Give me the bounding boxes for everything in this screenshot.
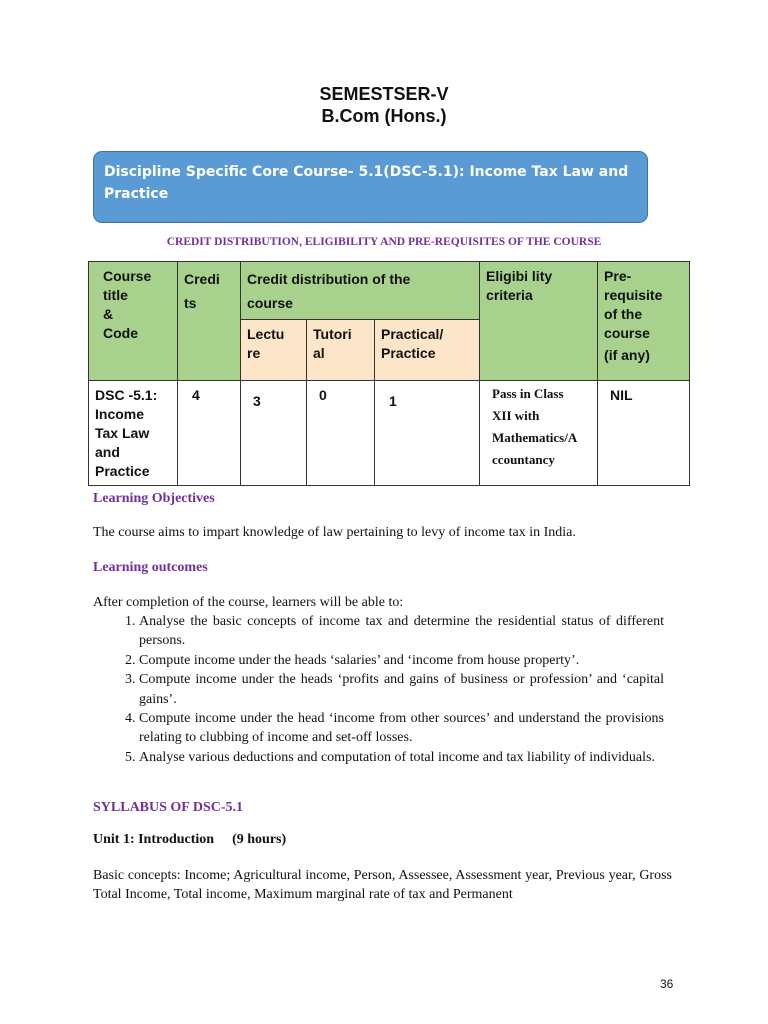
course-title-line-1: Discipline Specific Core Course- 5.1(DSC-5.1): Income Tax Law and [104,164,629,180]
cell-tutorial: 0 [307,381,375,486]
header-credit-distribution: Credit distribution of the course [241,262,480,320]
cell-prerequisite: NIL [598,381,690,486]
cell-credits: 4 [178,381,241,486]
credit-distribution-table [88,261,690,486]
unit-1-text: Basic concepts: Income; Agricultural income, Person, Assessee, Assessment year, Previous year, Gross Total Income, Total income, Maximum marginal rate of tax and Permanent [93,868,672,902]
unit-1-title: Unit 1: Introduction [93,832,215,847]
course-title-box [93,151,648,223]
learning-objectives-text: The course aims to impart knowledge of law pertaining to levy of income tax in India. [93,525,576,540]
list-item: 2. Compute income under the heads ‘salaries’ and ‘income from house property’. [139,651,664,670]
cell-practical: 1 [375,381,480,486]
header-prerequisite: Pre- requisite of the course (if any) [598,262,690,381]
header-credits: Credi ts [178,262,241,381]
header-course-title: Course title & Code [89,262,178,381]
learning-objectives-heading: Learning Objectives [93,491,215,506]
unit-1-hours: (9 hours) [232,832,287,847]
header-practical: Practical/ Practice [375,320,480,381]
header-tutorial: Tutori al [307,320,375,381]
cell-eligibility: Pass in Class XII with Mathematics/A ccountancy [480,381,598,486]
cell-course-code: DSC -5.1: Income Tax Law and Practice [89,381,178,486]
learning-outcomes-heading: Learning outcomes [93,560,208,575]
syllabus-heading: SYLLABUS OF DSC-5.1 [93,800,244,815]
cell-lecture: 3 [241,381,307,486]
unit-1-heading [93,832,286,848]
list-item: 1. Analyse the basic concepts of income tax and determine the residential status of different persons. [139,612,664,651]
page-number: 36 [660,977,674,991]
list-item: 5. Analyse various deductions and computation of total income and tax liability of individuals. [139,748,664,767]
learning-outcomes-intro: After completion of the course, learners will be able to: [93,595,404,610]
semester-title: SEMESTSER-V [319,84,449,104]
learning-outcomes-list [93,612,664,767]
header-eligibility: Eligibi lity criteria [480,262,598,381]
list-item: 4. Compute income under the head ‘income from other sources’ and understand the provisions relating to clubbing of income and set-off losses. [139,709,664,748]
programme-title: B.Com (Hons.) [321,106,447,126]
list-item: 3. Compute income under the heads ‘profits and gains of business or profession’ and ‘capital gains’. [139,670,664,709]
credit-distribution-heading: CREDIT DISTRIBUTION, ELIGIBILITY AND PRE-REQUISITES OF THE COURSE [166,236,602,248]
header-lecture: Lectu re [241,320,307,381]
course-title-line-2: Practice [104,186,169,202]
